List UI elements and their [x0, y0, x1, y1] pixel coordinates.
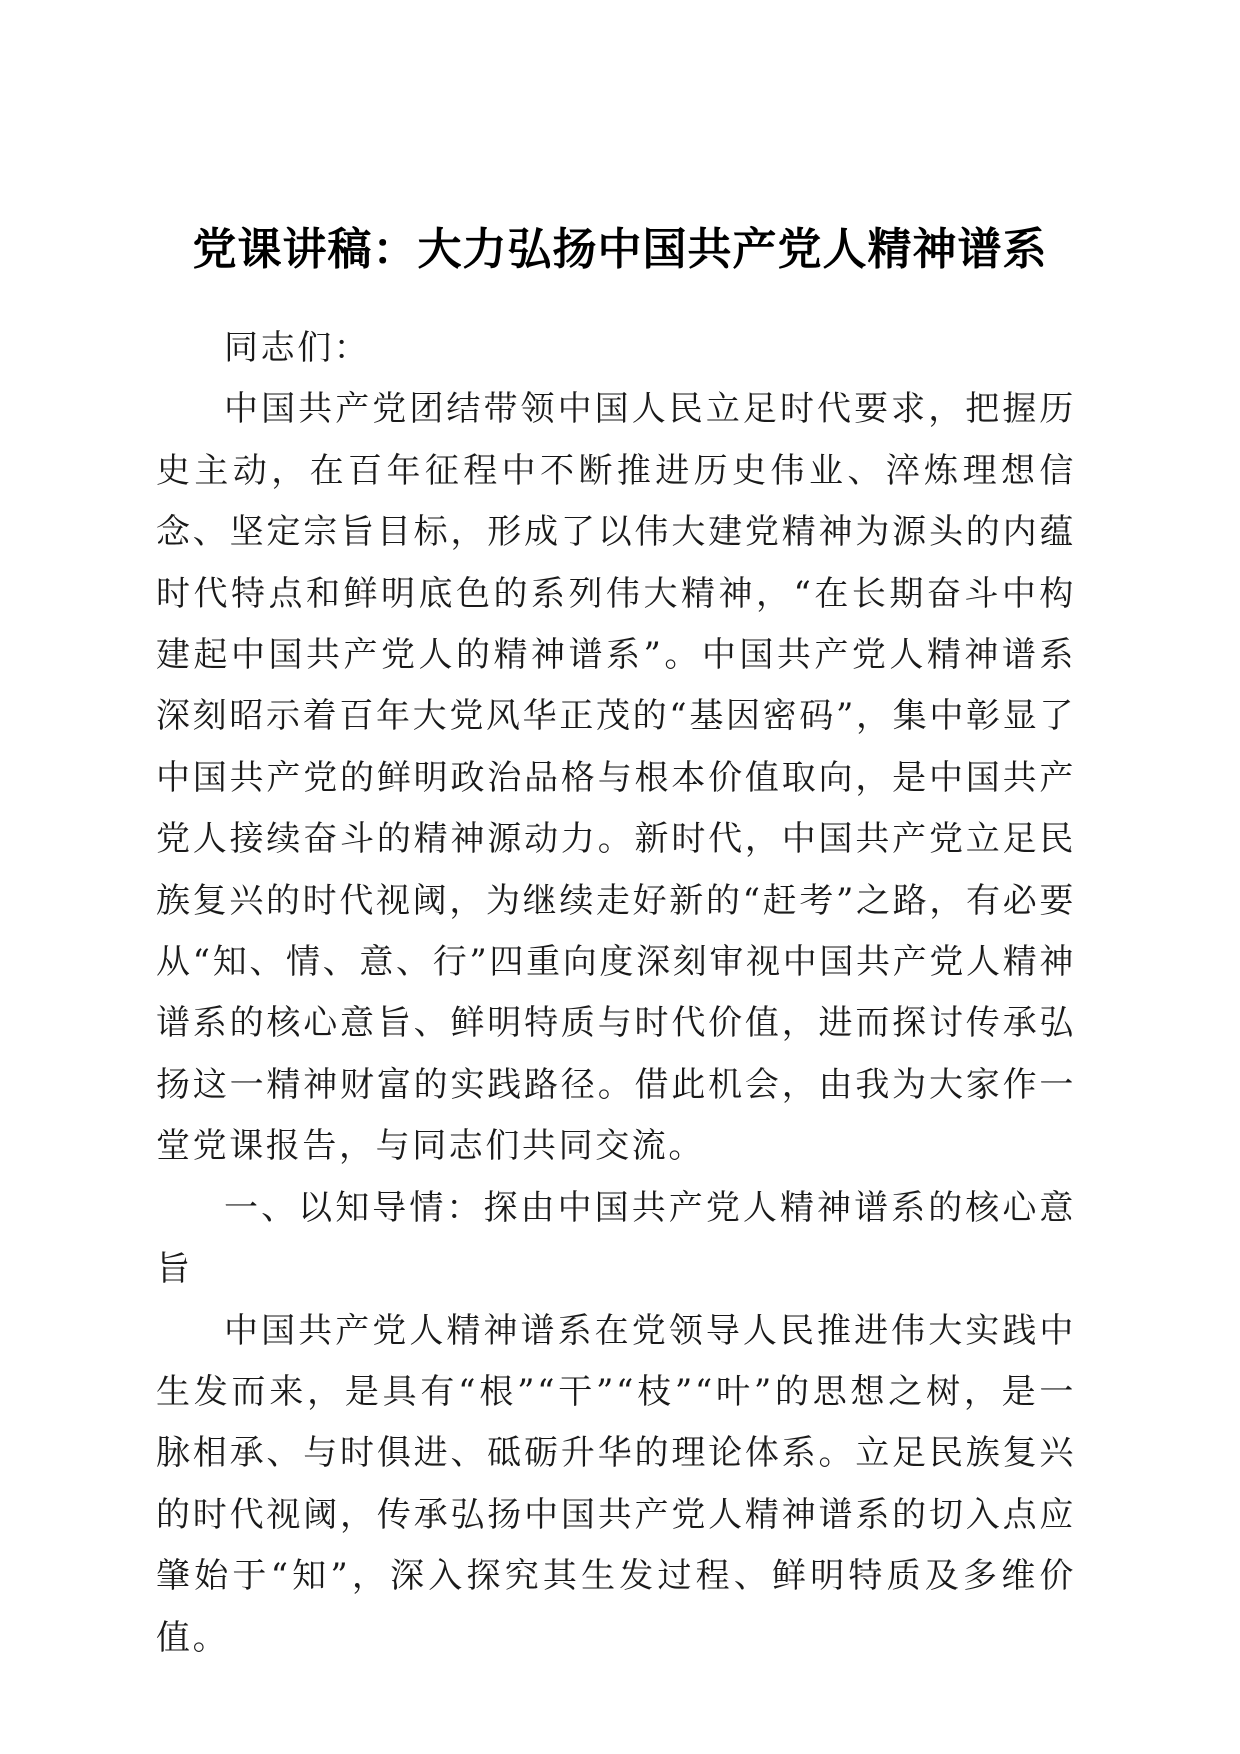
- section-heading: 一、以知导情：探由中国共产党人精神谱系的核心意旨: [156, 1187, 1076, 1290]
- document-body: [156, 318, 1076, 1669]
- section-paragraph: 中国共产党人精神谱系在党领导人民推进伟大实践中生发而来，是具有“根”“干”“枝”“叶”的思想之树，是一脉相承、与时俱进、砥砺升华的理论体系。立足民族复兴的时代视阈，传承弘扬中国共产党人精神谱系的切入点应肇始于“知”，深入探究其生发过程、鲜明特质及多维价值。: [156, 1310, 1076, 1658]
- salutation: 同志们：: [224, 328, 371, 368]
- intro-paragraph: 中国共产党团结带领中国人民立足时代要求，把握历史主动，在百年征程中不断推进历史伟业、淬炼理想信念、坚定宗旨目标，形成了以伟大建党精神为源头的内蕴时代特点和鲜明底色的系列伟大精神，“在长期奋斗中构建起中国共产党人的精神谱系”。中国共产党人精神谱系深刻昭示着百年大党风华正茂的“基因密码”，集中彰显了中国共产党的鲜明政治品格与根本价值取向，是中国共产党人接续奋斗的精神源动力。新时代，中国共产党立足民族复兴的时代视阈，为继续走好新的“赶考”之路，有必要从“知、情、意、行”四重向度深刻审视中国共产党人精神谱系的核心意旨、鲜明特质与时代价值，进而探讨传承弘扬这一精神财富的实践路径。借此机会，由我为大家作一堂党课报告，与同志们共同交流。: [156, 389, 1076, 1167]
- document-title: 党课讲稿：大力弘扬中国共产党人精神谱系: [192, 224, 1048, 275]
